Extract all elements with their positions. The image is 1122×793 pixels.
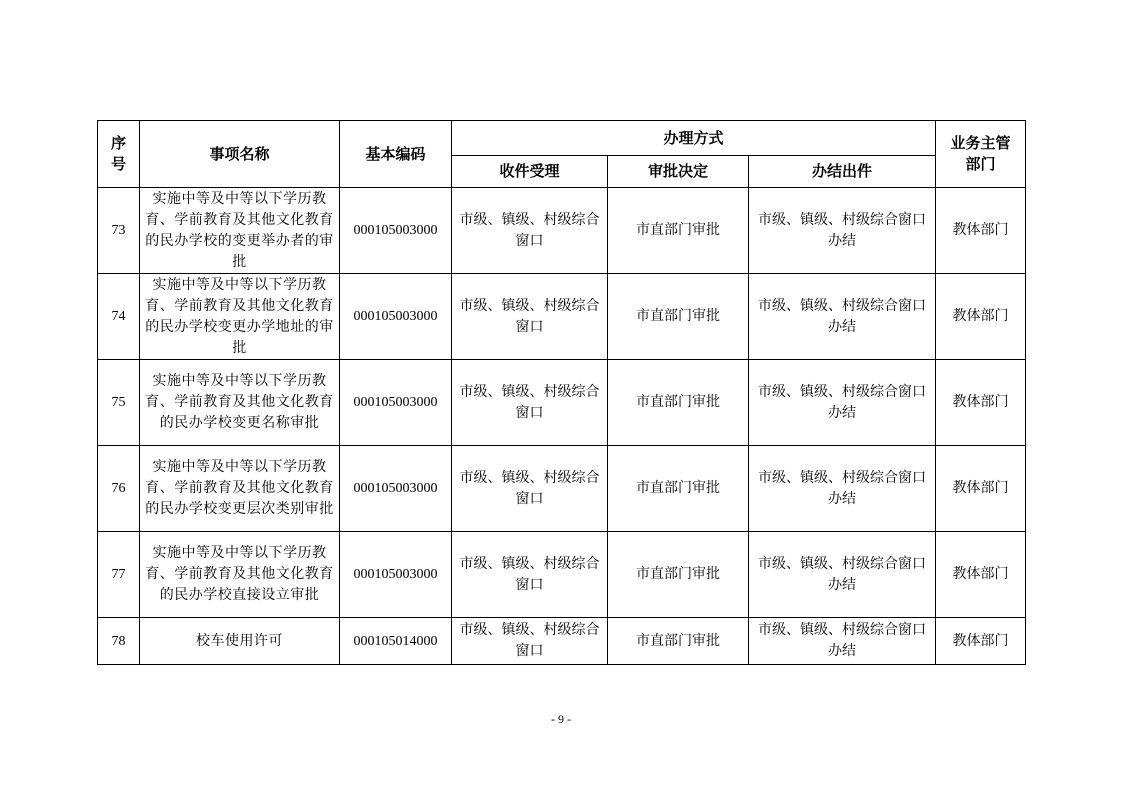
cell-receive: 市级、镇级、村级综合窗口 xyxy=(452,360,608,446)
cell-name: 实施中等及中等以下学历教育、学前教育及其他文化教育的民办学校变更层次类别审批 xyxy=(140,446,340,532)
header-name: 事项名称 xyxy=(140,121,340,188)
cell-code: 000105003000 xyxy=(340,532,452,618)
table-row xyxy=(98,274,1026,360)
header-issue: 办结出件 xyxy=(749,156,936,188)
header-seq: 序 号 xyxy=(98,121,140,188)
cell-issue: 市级、镇级、村级综合窗口办结 xyxy=(749,188,936,274)
cell-dept: 教体部门 xyxy=(936,360,1026,446)
cell-seq: 78 xyxy=(98,618,140,665)
table-row xyxy=(98,618,1026,665)
cell-seq: 77 xyxy=(98,532,140,618)
cell-code: 000105003000 xyxy=(340,446,452,532)
cell-name: 实施中等及中等以下学历教育、学前教育及其他文化教育的民办学校的变更举办者的审批 xyxy=(140,188,340,274)
table-row xyxy=(98,188,1026,274)
header-method: 办理方式 xyxy=(452,121,936,156)
cell-approve: 市直部门审批 xyxy=(608,532,749,618)
cell-issue: 市级、镇级、村级综合窗口办结 xyxy=(749,446,936,532)
cell-dept: 教体部门 xyxy=(936,274,1026,360)
cell-seq: 73 xyxy=(98,188,140,274)
cell-name: 实施中等及中等以下学历教育、学前教育及其他文化教育的民办学校直接设立审批 xyxy=(140,532,340,618)
cell-name: 实施中等及中等以下学历教育、学前教育及其他文化教育的民办学校变更办学地址的审批 xyxy=(140,274,340,360)
cell-approve: 市直部门审批 xyxy=(608,360,749,446)
cell-name: 校车使用许可 xyxy=(140,618,340,665)
cell-dept: 教体部门 xyxy=(936,188,1026,274)
table-row xyxy=(98,446,1026,532)
cell-code: 000105014000 xyxy=(340,618,452,665)
cell-code: 000105003000 xyxy=(340,274,452,360)
approval-items-table xyxy=(97,120,1026,665)
cell-seq: 75 xyxy=(98,360,140,446)
cell-receive: 市级、镇级、村级综合窗口 xyxy=(452,532,608,618)
cell-approve: 市直部门审批 xyxy=(608,274,749,360)
cell-seq: 74 xyxy=(98,274,140,360)
table-header-row-1 xyxy=(98,121,1026,156)
cell-issue: 市级、镇级、村级综合窗口办结 xyxy=(749,618,936,665)
cell-approve: 市直部门审批 xyxy=(608,446,749,532)
table-row xyxy=(98,532,1026,618)
cell-issue: 市级、镇级、村级综合窗口办结 xyxy=(749,274,936,360)
header-code: 基本编码 xyxy=(340,121,452,188)
cell-issue: 市级、镇级、村级综合窗口办结 xyxy=(749,360,936,446)
cell-dept: 教体部门 xyxy=(936,618,1026,665)
cell-code: 000105003000 xyxy=(340,188,452,274)
header-approve: 审批决定 xyxy=(608,156,749,188)
header-dept: 业务主管 部门 xyxy=(936,121,1026,188)
cell-receive: 市级、镇级、村级综合窗口 xyxy=(452,274,608,360)
cell-dept: 教体部门 xyxy=(936,446,1026,532)
cell-receive: 市级、镇级、村级综合窗口 xyxy=(452,188,608,274)
page-number: - 9 - xyxy=(551,712,571,726)
header-receive: 收件受理 xyxy=(452,156,608,188)
cell-approve: 市直部门审批 xyxy=(608,618,749,665)
cell-code: 000105003000 xyxy=(340,360,452,446)
cell-approve: 市直部门审批 xyxy=(608,188,749,274)
cell-dept: 教体部门 xyxy=(936,532,1026,618)
table-row xyxy=(98,360,1026,446)
cell-receive: 市级、镇级、村级综合窗口 xyxy=(452,446,608,532)
cell-receive: 市级、镇级、村级综合窗口 xyxy=(452,618,608,665)
cell-issue: 市级、镇级、村级综合窗口办结 xyxy=(749,532,936,618)
cell-seq: 76 xyxy=(98,446,140,532)
cell-name: 实施中等及中等以下学历教育、学前教育及其他文化教育的民办学校变更名称审批 xyxy=(140,360,340,446)
